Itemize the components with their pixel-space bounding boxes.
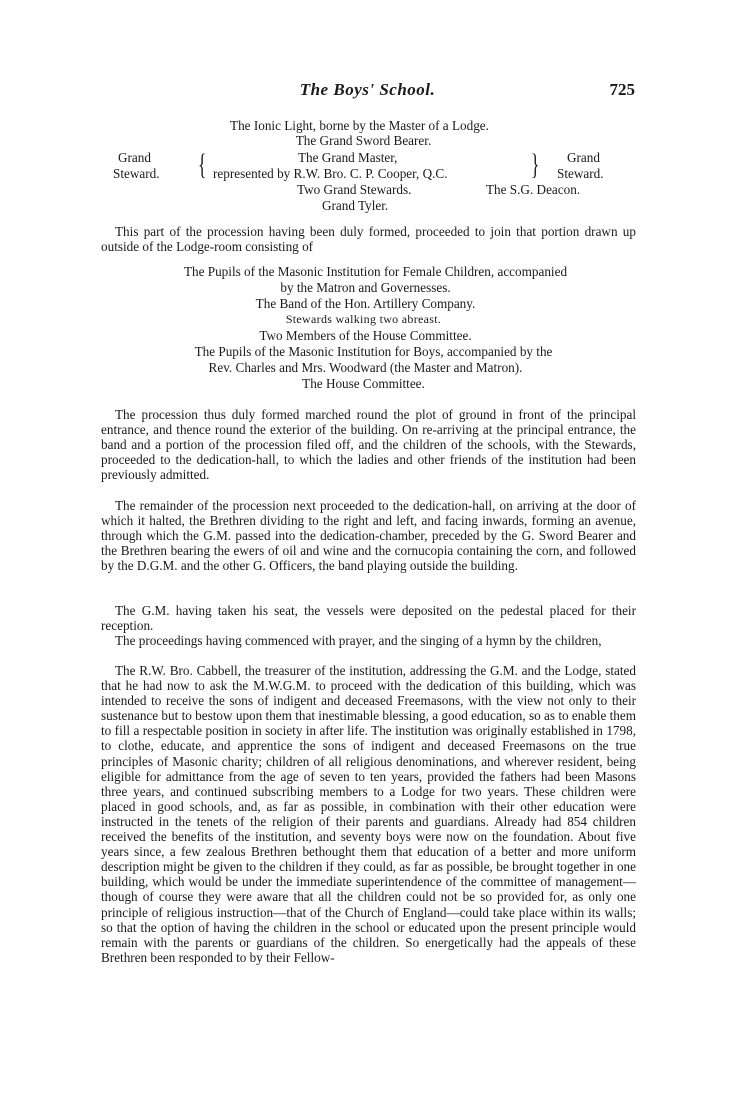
body-paragraph-2: The remainder of the procession next proceeded to the dedication-hall, on arriving at the door of which it halted, the Brethren dividing to the right and left, and facing inwards, forming an avenue, through which the G.M. passed into the dedication-chamber, preceded by the G. Sword Bearer and the Brethren bearing the ewers of oil and wine and the cornucopia containing the corn, and followed by the D.G.M. and the other G. Officers, the band playing outside the building.	[101, 498, 636, 574]
procession-line-grand-tyler: Grand Tyler.	[322, 198, 389, 213]
procession-item-boys-pupils: The Pupils of the Masonic Institution for Boys, accompanied by the	[194, 344, 553, 359]
running-head: The Boys' School.	[299, 80, 436, 99]
procession-item-band: The Band of the Hon. Artillery Company.	[255, 296, 476, 311]
right-brace: }	[530, 148, 540, 181]
body-paragraph-4: The proceedings having commenced with prayer, and the singing of a hymn by the children,	[115, 633, 602, 648]
procession-line-grand-master: The Grand Master,	[298, 150, 398, 165]
procession-item-woodward: Rev. Charles and Mrs. Woodward (the Master and Matron).	[208, 360, 523, 375]
body-paragraph-1: The procession thus duly formed marched round the plot of ground in front of the principal entrance, and thence round the exterior of the building. On re-arriving at the principal entrance, the band and a portion of the procession filed off, and the children of the schools, with the Stewards, proceeded to the dedication-hall, to which the ladies and other friends of the institution had been previously admitted.	[101, 407, 636, 483]
right-steward-label-2: Steward.	[557, 166, 604, 181]
left-steward-label-1: Grand	[118, 150, 151, 165]
procession-item-female-pupils: The Pupils of the Masonic Institution for Female Children, accompanied	[183, 264, 568, 279]
intro-paragraph: This part of the procession having been duly formed, proceeded to join that portion drawn up outside of the Lodge-room consisting of	[101, 224, 636, 255]
page-number: 725	[609, 80, 635, 99]
procession-item-house-members: Two Members of the House Committee.	[259, 328, 472, 343]
procession-line-two-grand-stewards: Two Grand Stewards.	[297, 182, 412, 197]
left-steward-label-2: Steward.	[113, 166, 160, 181]
body-paragraph-5: The R.W. Bro. Cabbell, the treasurer of the institution, addressing the G.M. and the Lodge, stated that he had now to ask the M.W.G.M. to proceed with the dedication of this building, which was intended to receive the sons of indigent and deceased Freemasons, with the view not only to their sustenance but to bestow upon them that inestimable blessing, a good education, so as to enable them to fill a respectable position in society in after life. The institution was originally established in 1798, to clothe, educate, and apprentice the sons of indigent and deceased Freemasons on the true principles of Masonic charity; children of all religious denominations, and wherever resident, being eligible for admittance from the age of seven to ten years, provided the fathers had been Masons three years, and continued subscribing members to a Lodge for two years. These children were placed in good schools, and, as far as possible, in combination with their other education were instructed in the tenets of the religion of their parents and guardians. Already had 854 children received the benefits of the institution, and seventy boys were now on the foundation. About five years since, a few zealous Brethren bethought them that education of a better and more uniform description might be given to the children if they could, as far as possible, be brought together in one building, which would be under the immediate superintendence of the committee of management—though of course they were aware that all the children could not be so provided for, as only one principle of religious instruction—that of the Church of England—could take place within its walls; so that the option of having the children in the school or educated upon the present principle would remain with the parents or guardians of the children. So energetically had the appeals of these Brethren been responded to by their Fellow-	[101, 663, 636, 965]
body-paragraph-3: The G.M. having taken his seat, the vessels were deposited on the pedestal placed for their reception.	[101, 603, 636, 634]
procession-line-sword-bearer: The Grand Sword Bearer.	[295, 133, 432, 148]
procession-item-house-committee: The House Committee.	[302, 376, 425, 391]
right-steward-label-1: Grand	[567, 150, 600, 165]
procession-item-stewards: Stewards walking two abreast.	[285, 312, 442, 326]
procession-line-ionic-light: The Ionic Light, borne by the Master of a Lodge.	[230, 118, 489, 133]
procession-item-matron: by the Matron and Governesses.	[280, 280, 451, 295]
left-brace: {	[197, 148, 207, 181]
page-header	[0, 80, 735, 102]
procession-line-sg-deacon: The S.G. Deacon.	[486, 182, 581, 197]
procession-line-represented-by: represented by R.W. Bro. C. P. Cooper, Q.C.	[213, 166, 448, 181]
